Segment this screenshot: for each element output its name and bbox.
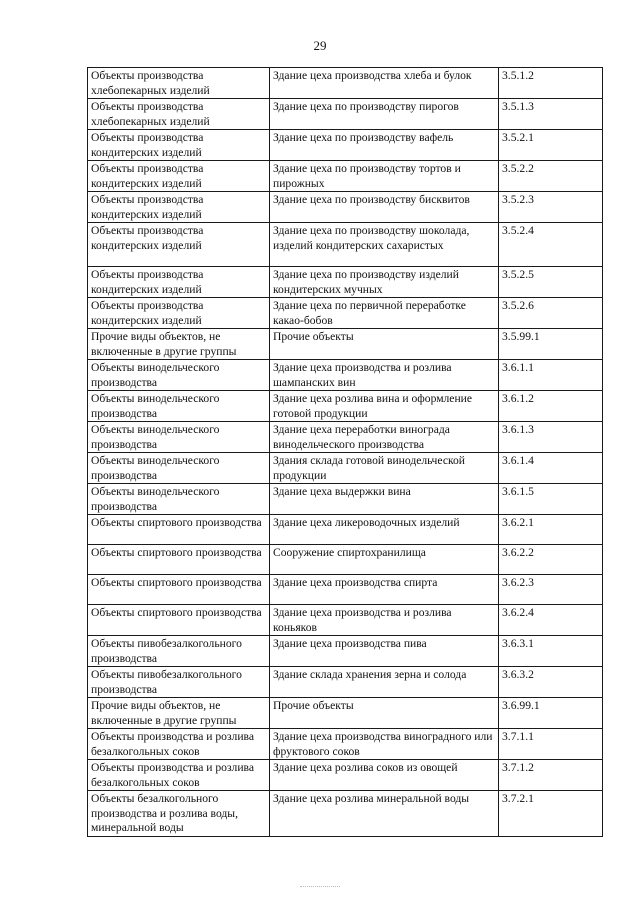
object-type-cell: Объекты спиртового производства [88,575,270,605]
table-row [88,161,603,192]
table-row [88,484,603,515]
table-row [88,760,603,791]
table-row [88,515,603,545]
page-number: 29 [313,38,327,53]
object-code-cell: 3.5.2.6 [499,298,603,329]
object-code-cell: 3.6.1.2 [499,391,603,422]
table-row [88,192,603,223]
object-type-cell: Объекты пивобезалкогольного производства [88,667,270,698]
object-type-cell: Объекты винодельческого производства [88,484,270,515]
object-type-cell: Прочие виды объектов, не включенные в другие группы [88,329,270,360]
object-name-cell: Здание цеха производства и розлива коньяков [270,605,499,636]
object-type-cell: Объекты производства кондитерских изделий [88,223,270,267]
object-name-cell: Прочие объекты [270,698,499,729]
object-type-cell: Объекты производства кондитерских изделий [88,267,270,298]
object-type-cell: Объекты винодельческого производства [88,360,270,391]
object-type-cell: Прочие виды объектов, не включенные в другие группы [88,698,270,729]
object-type-cell: Объекты производства кондитерских изделий [88,192,270,223]
table-row [88,391,603,422]
object-name-cell: Здание цеха по производству пирогов [270,99,499,130]
table-row [88,267,603,298]
object-type-cell: Объекты спиртового производства [88,545,270,575]
table-row [88,130,603,161]
object-name-cell: Здание цеха переработки винограда винодельческого производства [270,422,499,453]
object-name-cell: Здание цеха по производству бисквитов [270,192,499,223]
table-row [88,99,603,130]
object-name-cell: Прочие объекты [270,329,499,360]
table-row [88,575,603,605]
object-code-cell: 3.6.2.3 [499,575,603,605]
object-code-cell: 3.5.2.4 [499,223,603,267]
scan-mark [300,886,340,887]
object-code-cell: 3.7.2.1 [499,791,603,837]
object-type-cell: Объекты производства кондитерских изделий [88,298,270,329]
table-row [88,298,603,329]
table-row [88,729,603,760]
object-type-cell: Объекты производства хлебопекарных изделий [88,68,270,99]
object-name-cell: Здание склада хранения зерна и солода [270,667,499,698]
table-row [88,329,603,360]
table-row [88,605,603,636]
object-code-cell: 3.6.99.1 [499,698,603,729]
object-type-cell: Объекты производства кондитерских изделий [88,130,270,161]
object-code-cell: 3.6.3.1 [499,636,603,667]
object-type-cell: Объекты винодельческого производства [88,422,270,453]
object-code-cell: 3.5.2.2 [499,161,603,192]
table-row [88,453,603,484]
objects-table [87,67,603,837]
object-name-cell: Здание цеха выдержки вина [270,484,499,515]
object-name-cell: Здание цеха розлива минеральной воды [270,791,499,837]
object-name-cell: Здание цеха производства хлеба и булок [270,68,499,99]
object-name-cell: Здание цеха по производству тортов и пирожных [270,161,499,192]
object-name-cell: Здания склада готовой винодельческой продукции [270,453,499,484]
object-type-cell: Объекты винодельческого производства [88,391,270,422]
object-code-cell: 3.6.1.3 [499,422,603,453]
object-code-cell: 3.6.1.1 [499,360,603,391]
object-code-cell: 3.6.1.5 [499,484,603,515]
object-name-cell: Здание цеха по первичной переработке какао-бобов [270,298,499,329]
object-code-cell: 3.7.1.2 [499,760,603,791]
object-code-cell: 3.5.99.1 [499,329,603,360]
table-row [88,791,603,837]
table-row [88,545,603,575]
table-row [88,636,603,667]
object-type-cell: Объекты спиртового производства [88,515,270,545]
object-name-cell: Здание цеха по производству изделий кондитерских мучных [270,267,499,298]
object-name-cell: Здание цеха производства спирта [270,575,499,605]
object-code-cell: 3.5.1.2 [499,68,603,99]
object-type-cell: Объекты спиртового производства [88,605,270,636]
object-name-cell: Здание цеха производства виноградного или фруктового соков [270,729,499,760]
object-code-cell: 3.5.2.1 [499,130,603,161]
table-row [88,667,603,698]
table-body [88,68,603,837]
object-code-cell: 3.5.2.5 [499,267,603,298]
object-type-cell: Объекты производства и розлива безалкогольных соков [88,760,270,791]
table-row [88,698,603,729]
table-row [88,223,603,267]
object-type-cell: Объекты производства кондитерских изделий [88,161,270,192]
object-code-cell: 3.5.1.3 [499,99,603,130]
object-code-cell: 3.6.2.1 [499,515,603,545]
table-row [88,360,603,391]
object-type-cell: Объекты производства и розлива безалкогольных соков [88,729,270,760]
object-name-cell: Здание цеха розлива соков из овощей [270,760,499,791]
object-type-cell: Объекты безалкогольного производства и розлива воды, минеральной воды [88,791,270,837]
object-type-cell: Объекты пивобезалкогольного производства [88,636,270,667]
object-name-cell: Здание цеха по производству шоколада, изделий кондитерских сахаристых [270,223,499,267]
object-code-cell: 3.6.3.2 [499,667,603,698]
object-name-cell: Здание цеха розлива вина и оформление готовой продукции [270,391,499,422]
object-name-cell: Здание цеха производства и розлива шампанских вин [270,360,499,391]
object-code-cell: 3.7.1.1 [499,729,603,760]
object-code-cell: 3.6.2.2 [499,545,603,575]
object-name-cell: Здание цеха по производству вафель [270,130,499,161]
object-name-cell: Здание цеха ликероводочных изделий [270,515,499,545]
object-type-cell: Объекты производства хлебопекарных изделий [88,99,270,130]
object-type-cell: Объекты винодельческого производства [88,453,270,484]
table-row [88,422,603,453]
object-code-cell: 3.6.2.4 [499,605,603,636]
object-name-cell: Сооружение спиртохранилища [270,545,499,575]
object-name-cell: Здание цеха производства пива [270,636,499,667]
object-code-cell: 3.5.2.3 [499,192,603,223]
object-code-cell: 3.6.1.4 [499,453,603,484]
table-row [88,68,603,99]
